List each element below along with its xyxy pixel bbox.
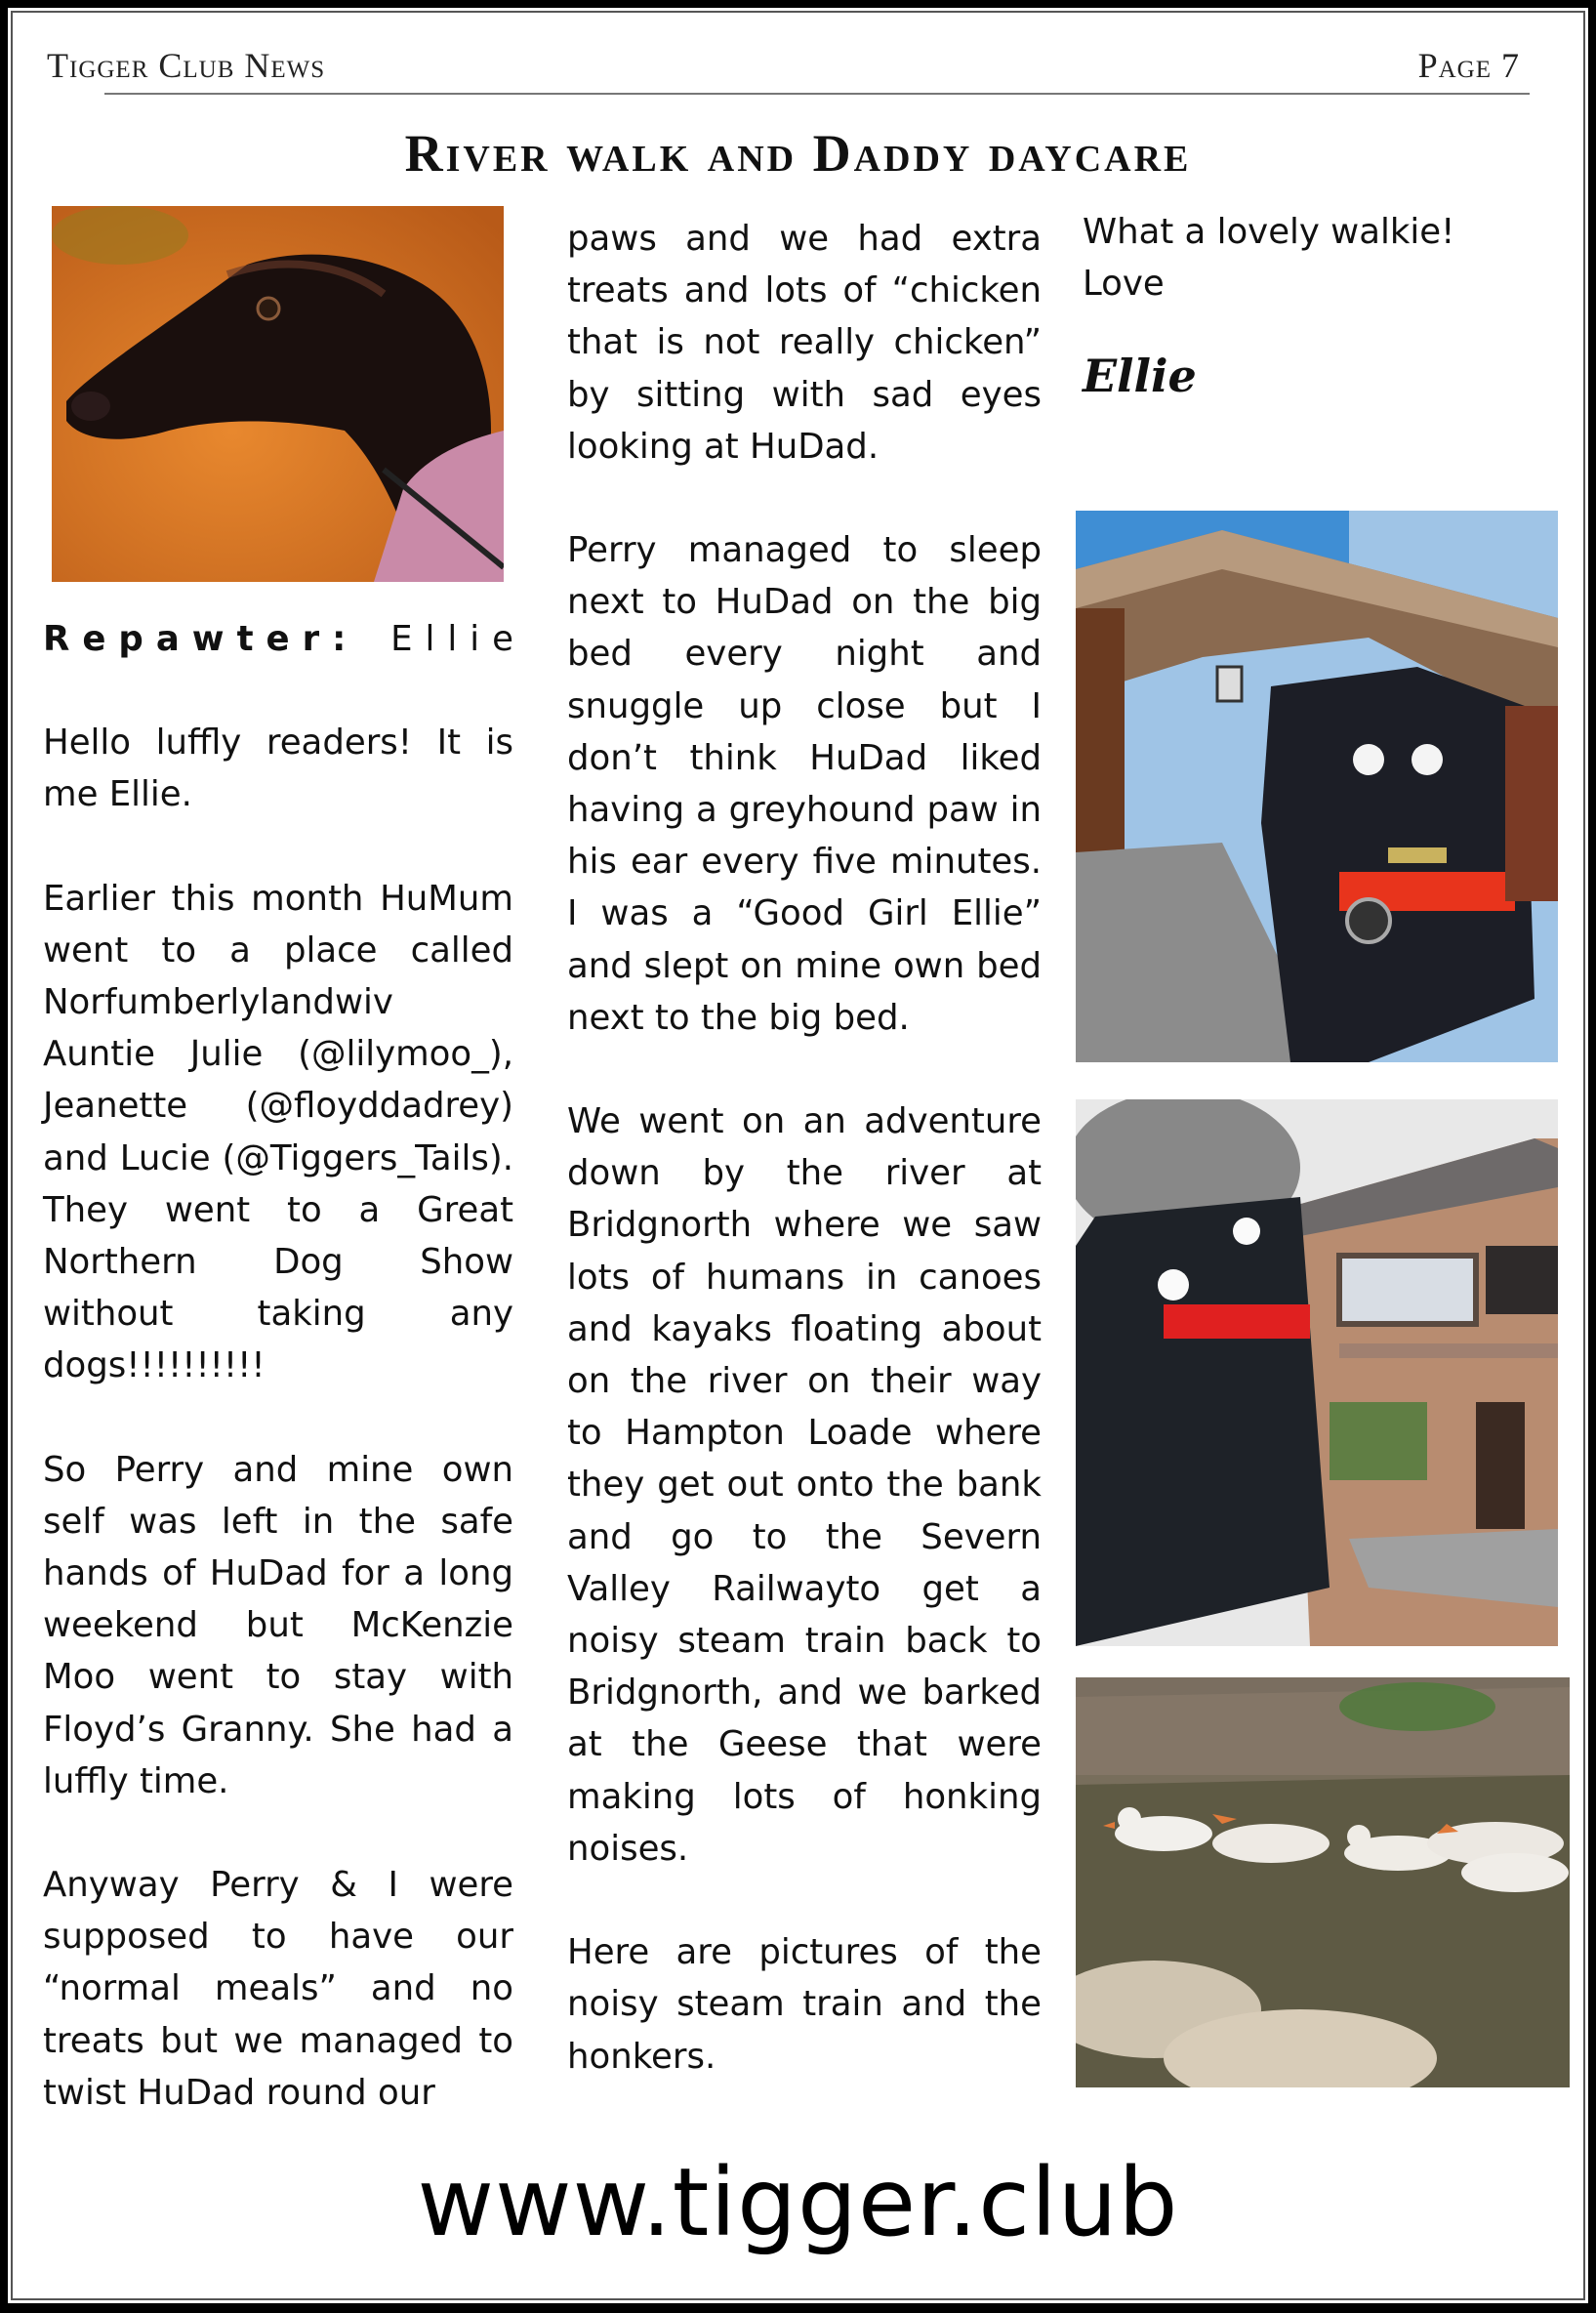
article-title: River walk and Daddy daycare [404,124,1192,183]
geese-photo [1076,1677,1570,2087]
geese-river-image [1076,1677,1570,2087]
website-link[interactable]: www.tigger.club [417,2148,1179,2257]
steam-train-bridge-image [1076,511,1558,1062]
header-rule [104,93,1530,95]
paragraph: Earlier this month HuMum went to a place called Norfumberlylandwiv Auntie Julie (@lilymoo_), Jeanette (@floyddadrey) and Lucie (@Tiggers_Tails). They went to a Great Northern Dog Show without taking any dogs!!!!!!!!!! [43,878,513,1386]
closing-love: Love [1083,264,1165,305]
article-column-2 [567,213,1042,2134]
paragraph: Here are pictures of the noisy steam train and the honkers. [567,1932,1042,2077]
newsletter-page [8,8,1588,2303]
train-photo-1 [1076,511,1558,1062]
paragraph: We went on an adventure down by the river at Bridgnorth where we saw lots of humans in canoes and kayaks floating about on the river on their way to Hampton Loade where they get out onto the bank and go to the Severn Valley Railwayto get a noisy steam train back to Bridgnorth, and we barked at the Geese that were making lots of honking noises. [567,1101,1042,1869]
dog-photo [52,206,504,582]
paragraph: Hello luffly readers! It is me Ellie. [43,723,513,815]
paragraph: So Perry and mine own self was left in the safe hands of HuDad for a long weekend but McKenzie Moo went to stay with Floyd’s Granny. She had a luffly time. [43,1449,513,1801]
paragraph: Perry managed to sleep next to HuDad on the big bed every night and snuggle up close but I don’t think HuDad liked having a greyhound paw in his ear every five minutes. I was a “Good Girl Ellie” and slept on mine own bed next to the big bed. [567,530,1042,1038]
article-column-1 [43,613,526,2170]
steam-train-signalbox-image [1076,1099,1558,1646]
publication-name: Tigger Club News [47,46,326,85]
train-photo-2 [1076,1099,1558,1646]
closing-line: What a lovely walkie! [1083,212,1455,252]
article-column-3 [1083,206,1571,403]
byline-name: Ellie [390,619,526,659]
signature: Ellie [1083,350,1197,403]
paragraph: Anyway Perry & I were supposed to have our “normal meals” and no treats but we managed to twist HuDad round our [43,1865,513,2113]
greyhound-image [52,206,504,582]
paragraph: paws and we had extra treats and lots of “chicken that is not really chicken” by sitting with sad eyes looking at HuDad. [567,219,1042,467]
byline [43,613,526,665]
page-number: Page 7 [1417,46,1520,85]
byline-label: Repawter: [43,619,359,659]
